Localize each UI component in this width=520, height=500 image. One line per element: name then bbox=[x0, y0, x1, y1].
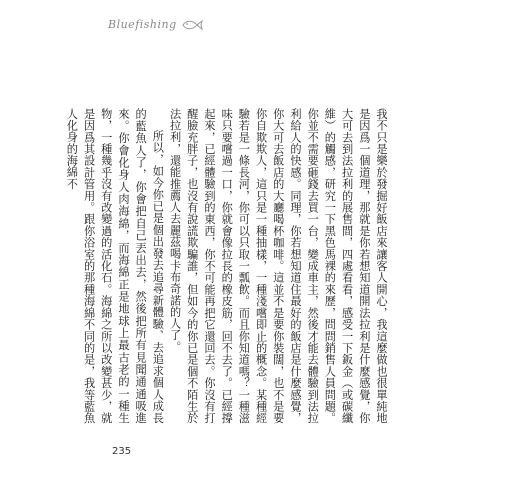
fish-icon bbox=[181, 19, 203, 31]
paragraph-2: 所以，如今你已是個出發去追尋新體驗、去追求個人成長的藍魚人了，你會把自己丟出去，然後把所有見聞通通吸進來。你會化身人肉海綿，而海綿正是地球上最古老的一種生物，一種幾乎沒有改變過的活化石。海綿之所以改變甚少，就是因爲其設計管用。跟你浴室的那種海綿不同的是，我等藍魚人化身的海綿不 bbox=[65, 108, 165, 424]
brand-title: Bluefishing bbox=[108, 18, 177, 31]
body-text bbox=[63, 108, 390, 424]
paragraph-1: 我不只是樂於發掘好飯店來讓客人開心，我這麼做也很單純地是因爲一個道理，那就是你若想知道開法拉利是什麼感覺，你大可去到法拉利的展售間，四處看看，感受一下鈑金（或碳纖維）的觸感，研究一下黑色馬裸的來歷，問問銷售人員問題。你並不需要砸錢去買一台，變成車主，然後才能去體驗到法拉利給人的快感。同理，你若想知道住最好的飯店是什麼感覺，你大可去飯店的大廳喝杯咖啡。這並不是要你裝闊，也不是要你自欺欺人，這只是一種抽樣，一種淺嚐即止的概念。某種經驗若是一條長河，你可以只取一瓢飲。而且你知道嗎？一種滋味只要嚐過一口，你就會像拉長的橡皮筋，回不去了。已經撐起來，已經體驗到的東西，你不可能再把它還回去。你沒有打醒臉充胖子，也沒有說謊欺騙誰，但如今的你已是個不陌生於法拉利，還能推薦人去麗茲喝卡布奇諾的人了。 bbox=[168, 108, 388, 424]
running-header bbox=[108, 18, 203, 31]
page-number: 235 bbox=[112, 446, 132, 457]
